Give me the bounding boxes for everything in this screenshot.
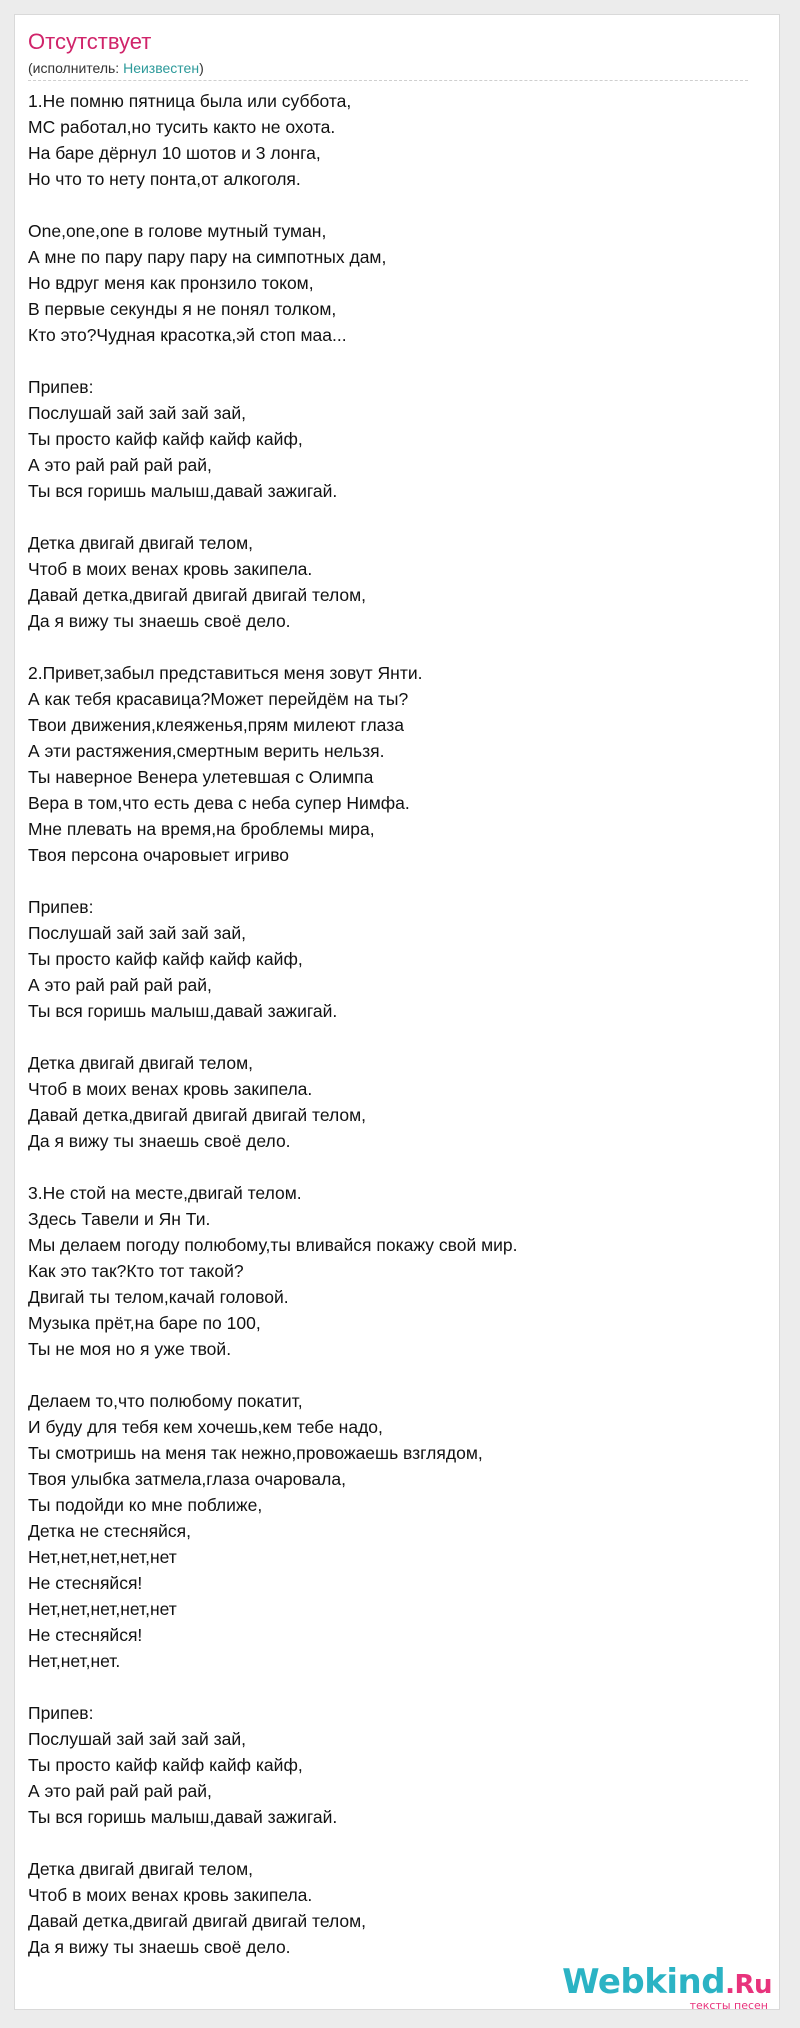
lyrics-line: Кто это?Чудная красотка,эй стоп маа... — [28, 325, 347, 345]
artist-suffix: ) — [199, 60, 204, 76]
lyrics-line: Не стесняйся! — [28, 1573, 143, 1593]
lyrics-line: Да я вижу ты знаешь своё дело. — [28, 1131, 291, 1151]
logo-tagline: тексты песен — [689, 1999, 768, 2012]
lyrics-line: Детка не стесняйся, — [28, 1521, 191, 1541]
artist-line — [28, 59, 204, 77]
lyrics-stanza — [28, 218, 748, 348]
lyrics-line: Послушай зай зай зай зай, — [28, 403, 247, 423]
lyrics-line: Ты просто кайф кайф кайф кайф, — [28, 429, 303, 449]
lyrics-line: 3.Не стой на месте,двигай телом. — [28, 1183, 302, 1203]
lyrics-line: А как тебя красавица?Может перейдём на ты? — [28, 689, 409, 709]
lyrics-line: В первые секунды я не понял толком, — [28, 299, 337, 319]
lyrics-line: Чтоб в моих венах кровь закипела. — [28, 1885, 313, 1905]
lyrics-line: Ты вся горишь малыш,давай зажигай. — [28, 1001, 338, 1021]
site-logo[interactable] — [562, 1964, 772, 2012]
lyrics-line: Ты вся горишь малыш,давай зажигай. — [28, 481, 338, 501]
lyrics-line: Твои движения,клеяженья,прям милеют глаза — [28, 715, 404, 735]
lyrics-line: Но что то нету понта,от алкоголя. — [28, 169, 301, 189]
lyrics-line: 2.Привет,забыл представиться меня зовут Янти. — [28, 663, 423, 683]
lyrics-line: Детка двигай двигай телом, — [28, 1859, 253, 1879]
lyrics-line: Ты наверное Венера улетевшая с Олимпа — [28, 767, 374, 787]
lyrics-stanza — [28, 1700, 748, 1830]
lyrics-stanza — [28, 660, 748, 868]
lyrics-line: А это рай рай рай рай, — [28, 975, 212, 995]
lyrics-line: Ты просто кайф кайф кайф кайф, — [28, 949, 303, 969]
lyrics-line: Припев: — [28, 377, 94, 397]
lyrics-stanza — [28, 374, 748, 504]
title-divider — [28, 80, 748, 81]
lyrics-stanza — [28, 88, 748, 192]
lyrics-line: Как это так?Кто тот такой? — [28, 1261, 244, 1281]
lyrics-line: Двигай ты телом,качай головой. — [28, 1287, 289, 1307]
logo-main-text: Webkind — [562, 1962, 726, 2002]
lyrics-line: Мне плевать на время,на броблемы мира, — [28, 819, 375, 839]
lyrics-stanza — [28, 894, 748, 1024]
lyrics-line: 1.Не помню пятница была или суббота, — [28, 91, 352, 111]
lyrics-line: Послушай зай зай зай зай, — [28, 923, 247, 943]
lyrics-line: Мы делаем погоду полюбому,ты вливайся покажу свой мир. — [28, 1235, 518, 1255]
lyrics-line: И буду для тебя кем хочешь,кем тебе надо, — [28, 1417, 383, 1437]
logo-tld: .Ru — [725, 1970, 772, 2000]
artist-prefix: (исполнитель: — [28, 60, 124, 76]
lyrics-line: А эти растяжения,смертным верить нельзя. — [28, 741, 385, 761]
lyrics-line: Да я вижу ты знаешь своё дело. — [28, 1937, 291, 1957]
lyrics-line: Чтоб в моих венах кровь закипела. — [28, 559, 313, 579]
lyrics-line: А это рай рай рай рай, — [28, 455, 212, 475]
lyrics-line: А мне по пару пару пару на симпотных дам, — [28, 247, 387, 267]
lyrics-stanza — [28, 1180, 748, 1362]
logo-wordmark — [562, 1964, 772, 2003]
lyrics-line: Да я вижу ты знаешь своё дело. — [28, 611, 291, 631]
lyrics-line: Ты смотришь на меня так нежно,провожаешь взглядом, — [28, 1443, 483, 1463]
lyrics-line: А это рай рай рай рай, — [28, 1781, 212, 1801]
lyrics-line: Давай детка,двигай двигай двигай телом, — [28, 1105, 367, 1125]
lyrics-line: Детка двигай двигай телом, — [28, 1053, 253, 1073]
lyrics-line: Припев: — [28, 897, 94, 917]
lyrics-stanza — [28, 1388, 748, 1674]
lyrics-line: Давай детка,двигай двигай двигай телом, — [28, 585, 367, 605]
lyrics-line: Вера в том,что есть дева с неба супер Нимфа. — [28, 793, 410, 813]
lyrics-line: One,one,one в голове мутный туман, — [28, 221, 327, 241]
lyrics-line: Нет,нет,нет,нет,нет — [28, 1547, 177, 1567]
lyrics-line: Твоя персона очаровыет игриво — [28, 845, 290, 865]
lyrics-line: Музыка прёт,на баре по 100, — [28, 1313, 261, 1333]
lyrics-line: Ты просто кайф кайф кайф кайф, — [28, 1755, 303, 1775]
lyrics-stanza — [28, 1856, 748, 1960]
lyrics-line: Послушай зай зай зай зай, — [28, 1729, 247, 1749]
lyrics-line: Давай детка,двигай двигай двигай телом, — [28, 1911, 367, 1931]
lyrics-line: Детка двигай двигай телом, — [28, 533, 253, 553]
lyrics-stanza — [28, 1050, 748, 1154]
song-title: Отсутствует — [28, 29, 152, 54]
lyrics-line: Ты подойди ко мне поближе, — [28, 1495, 263, 1515]
lyrics-line: Делаем то,что полюбому покатит, — [28, 1391, 303, 1411]
lyrics-line: Не стесняйся! — [28, 1625, 143, 1645]
lyrics-line: Нет,нет,нет. — [28, 1651, 121, 1671]
lyrics-line: Ты вся горишь малыш,давай зажигай. — [28, 1807, 338, 1827]
lyrics-line: Но вдруг меня как пронзило током, — [28, 273, 314, 293]
lyrics-line: Припев: — [28, 1703, 94, 1723]
lyrics-line: Чтоб в моих венах кровь закипела. — [28, 1079, 313, 1099]
lyrics-body — [28, 88, 748, 1986]
lyrics-line: Ты не моя но я уже твой. — [28, 1339, 232, 1359]
lyrics-stanza — [28, 530, 748, 634]
artist-link[interactable]: Неизвестен — [123, 60, 200, 76]
lyrics-line: МС работал,но тусить както не охота. — [28, 117, 336, 137]
lyrics-line: На баре дёрнул 10 шотов и 3 лонга, — [28, 143, 321, 163]
lyrics-line: Нет,нет,нет,нет,нет — [28, 1599, 177, 1619]
lyrics-line: Здесь Тавели и Ян Ти. — [28, 1209, 211, 1229]
lyrics-line: Твоя улыбка затмела,глаза очаровала, — [28, 1469, 346, 1489]
